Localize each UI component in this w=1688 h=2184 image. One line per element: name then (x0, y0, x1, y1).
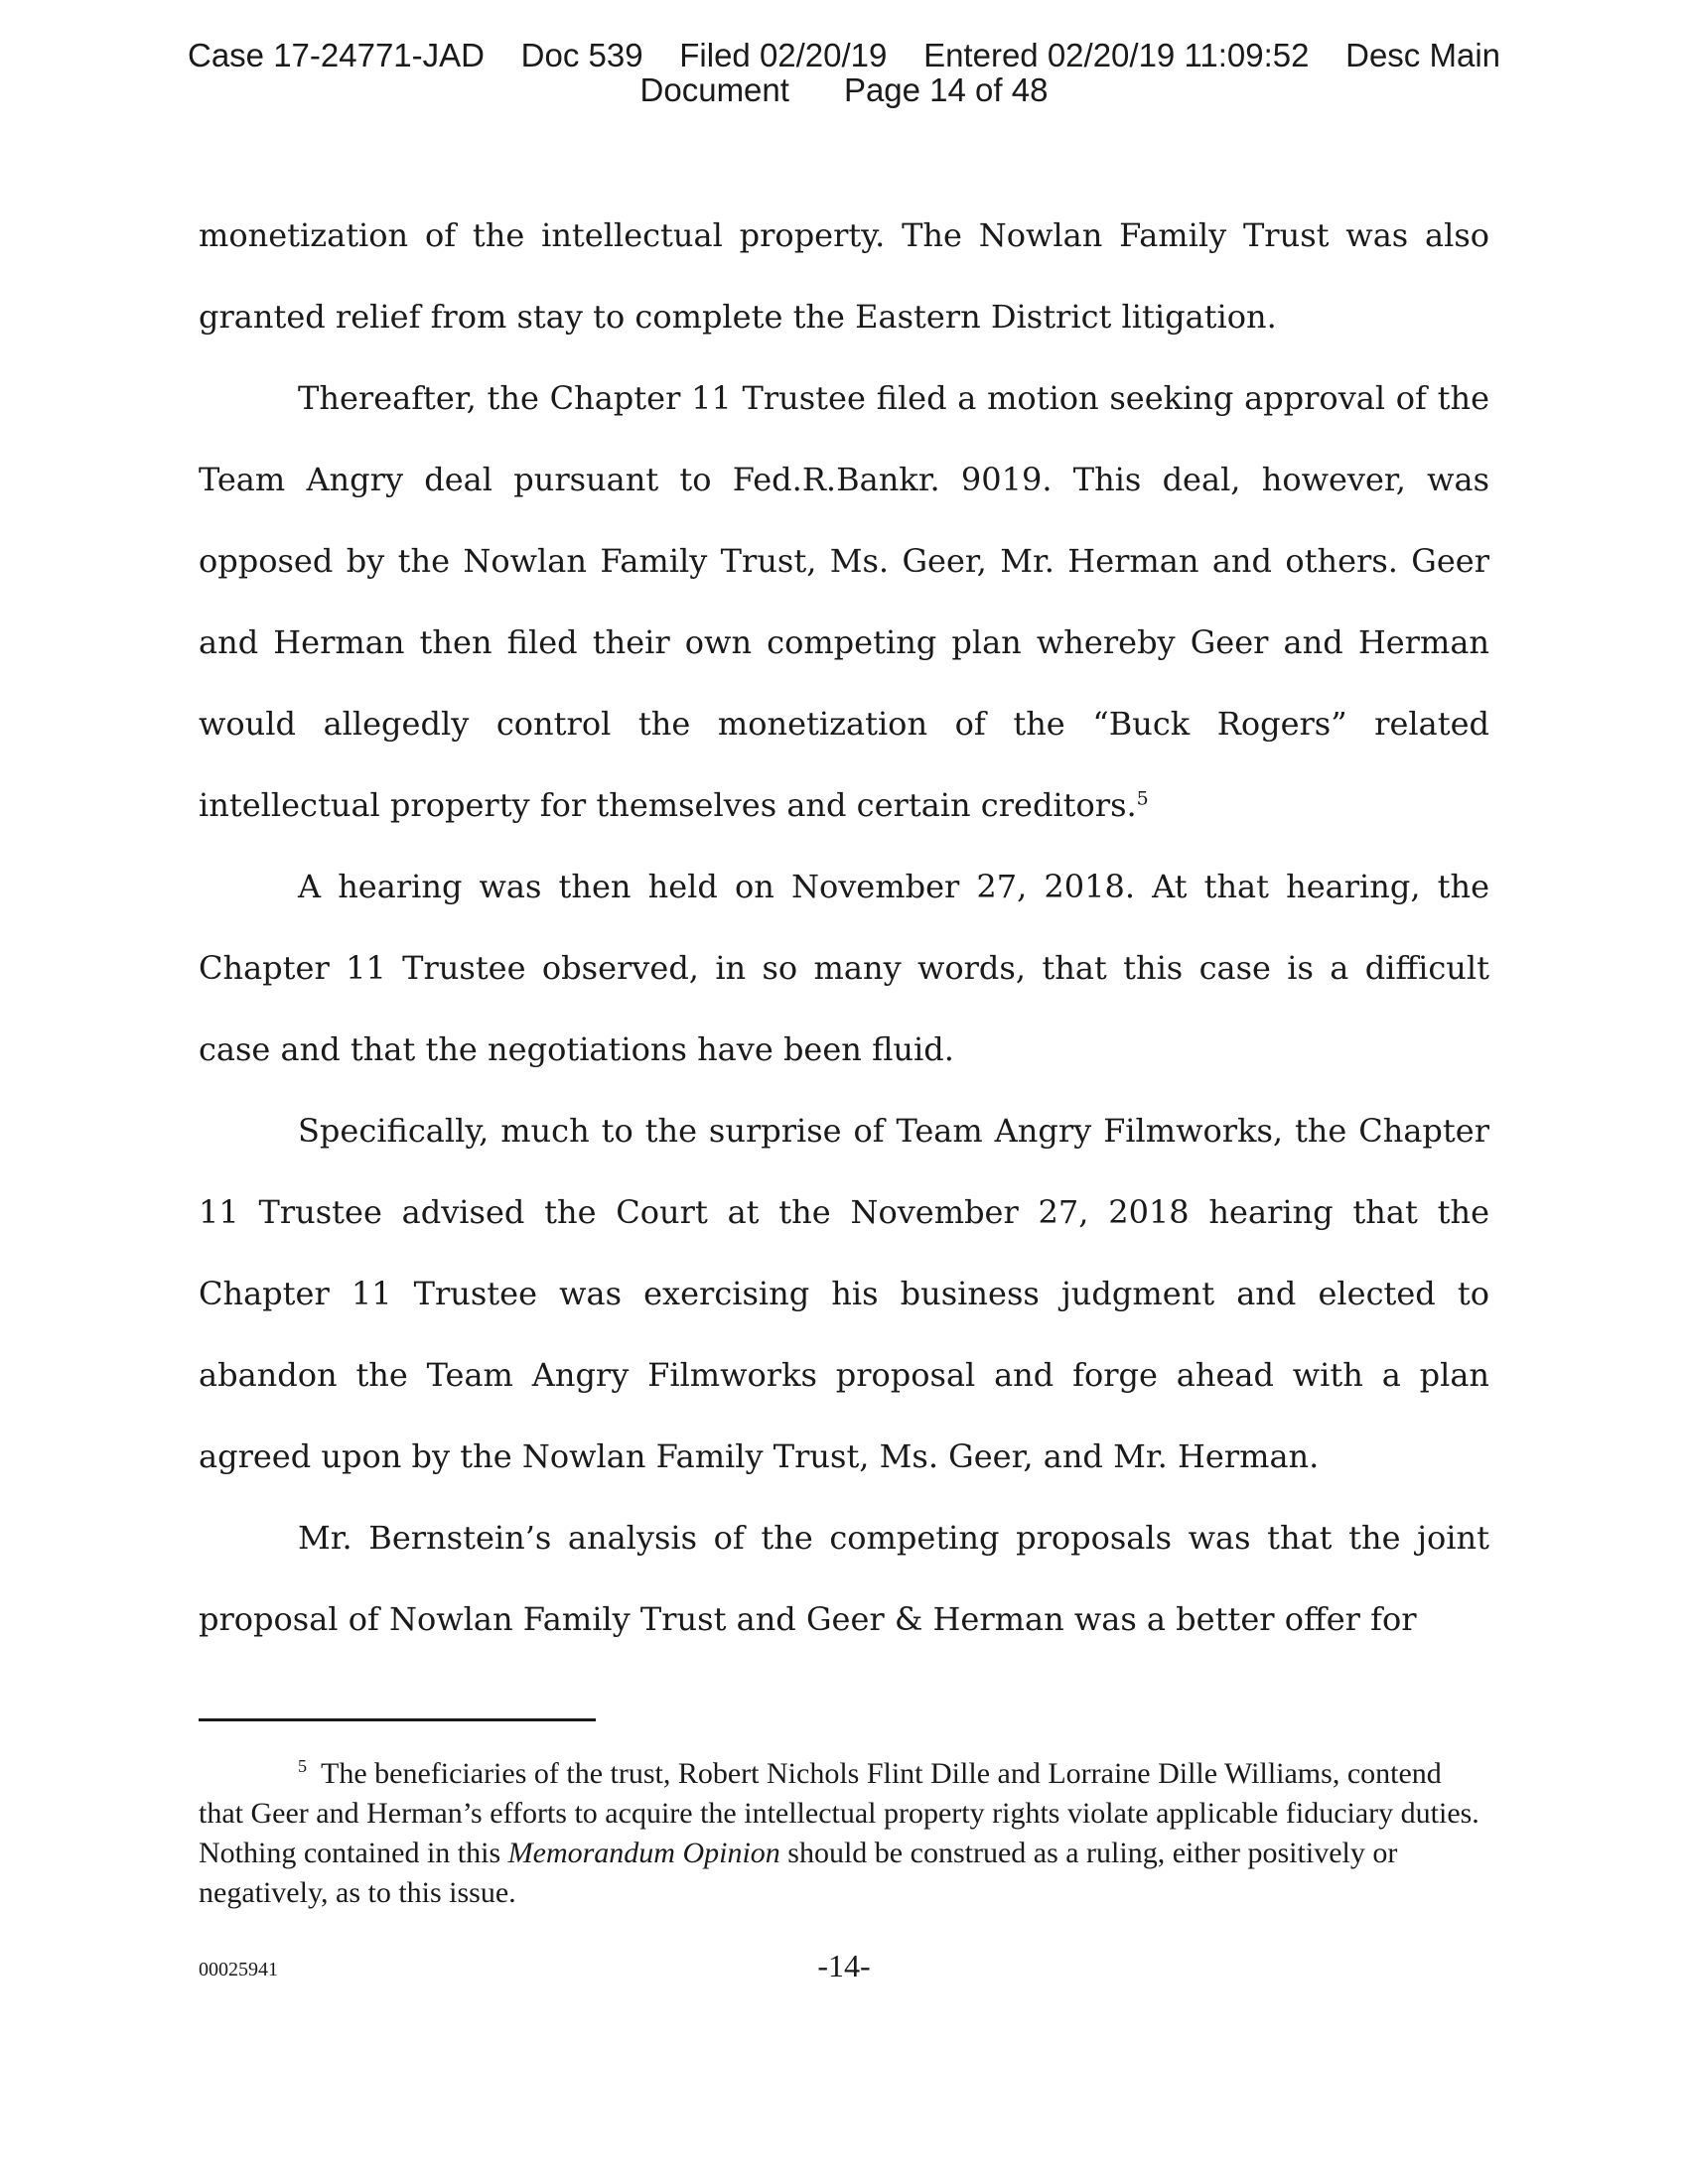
page-number: -14- (817, 1948, 871, 1983)
case-header-line1: Case 17-24771-JAD Doc 539 Filed 02/20/19 Entered 02/20/19 11:09:52 Desc Main (187, 37, 1500, 73)
case-header (0, 38, 1688, 107)
footnote-text-after: should be construed as a ruling, either positively or negatively, as to this issue. (199, 1837, 1398, 1909)
footnote-divider (199, 1718, 596, 1721)
paragraph-1: monetization of the intellectual property. The Nowlan Family Trust was also granted relief from stay to complete the Eastern District litigation. (199, 216, 1489, 336)
footnote-5 (199, 1754, 1489, 1913)
paragraph-2-text: Thereafter, the Chapter 11 Trustee filed a motion seeking approval of the Team Angry deal pursuant to Fed.R.Bankr. 9019. This deal, however, was opposed by the Nowlan Family Trust, Ms. Geer, Mr. Herman and others. Geer and Herman then filed their own competing plan whereby Geer and Herman would allegedly control the monetization of the “Buck Rogers” related intellectual property for themselves and certain creditors. (199, 379, 1489, 824)
paragraph-4: Specifically, much to the surprise of Team Angry Filmworks, the Chapter 11 Trustee advised the Court at the November 27, 2018 hearing that the Chapter 11 Trustee was exercising his business judgment and elected to abandon the Team Angry Filmworks proposal and forge ahead with a plan agreed upon by the Nowlan Family Trust, Ms. Geer, and Mr. Herman. (199, 1112, 1489, 1475)
paragraph-2 (199, 357, 1489, 846)
footnote-italic-title: Memorandum Opinion (507, 1837, 780, 1869)
case-header-line2: Document Page 14 of 48 (639, 71, 1049, 108)
footnote-text-before: The beneficiaries of the trust, Robert Nichols Flint Dille and Lorraine Dille Williams, contend that Geer and Herman’s efforts to acquire the intellectual property rights violate applicable fiduciary duties. Nothing contained in this (199, 1757, 1479, 1869)
paragraph-5: Mr. Bernstein’s analysis of the competing proposals was that the joint proposal of Nowlan Family Trust and Geer & Herman was a better offer for (199, 1519, 1489, 1638)
footnote-mark: 5 (298, 1756, 307, 1776)
document-id: 00025941 (199, 1959, 278, 1980)
footnote-reference[interactable]: 5 (1136, 787, 1149, 810)
opinion-body (199, 195, 1489, 1660)
paragraph-3: A hearing was then held on November 27, 2018. At that hearing, the Chapter 11 Trustee observed, in so many words, that this case is a difficult case and that the negotiations have been fluid. (199, 868, 1489, 1068)
